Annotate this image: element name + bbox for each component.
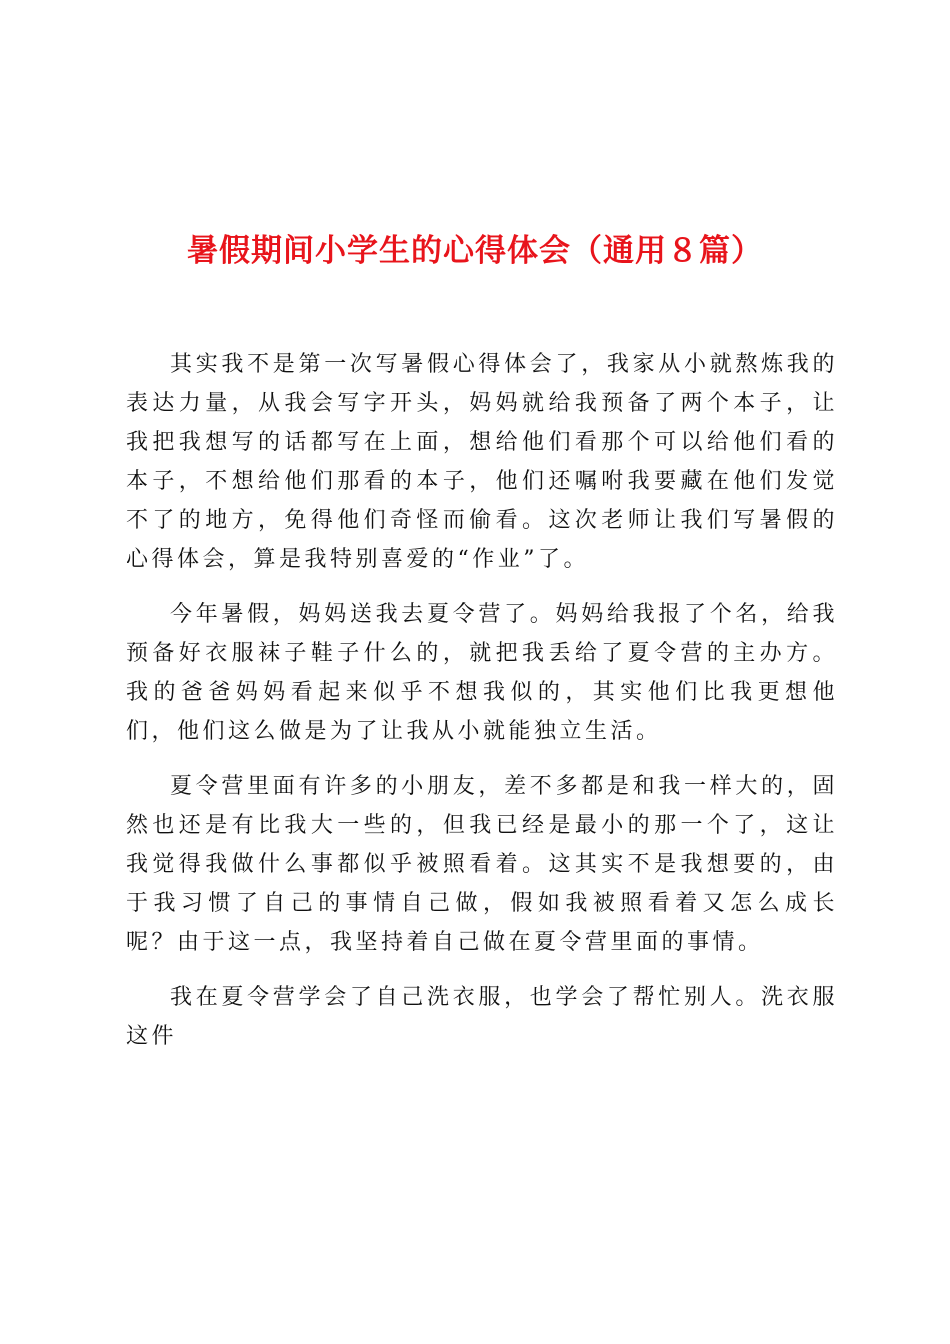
paragraph-4: 我在夏令营学会了自己洗衣服，也学会了帮忙别人。洗衣服这件 <box>126 985 838 1049</box>
document-body <box>126 345 838 1072</box>
paragraph-1: 其实我不是第一次写暑假心得体会了，我家从小就熬炼我的表达力量，从我会写字开头，妈妈就给我预备了两个本子，让我把我想写的话都写在上面，想给他们看那个可以给他们看的本子，不想给他们那看的本子，他们还嘱咐我要藏在他们发觉不了的地方，免得他们奇怪而偷看。这次老师让我们写暑假的心得体会，算是我特别喜爱的“作业”了。 <box>126 352 838 572</box>
paragraph-2: 今年暑假，妈妈送我去夏令营了。妈妈给我报了个名，给我预备好衣服袜子鞋子什么的，就把我丢给了夏令营的主办方。我的爸爸妈妈看起来似乎不想我似的，其实他们比我更想他们，他们这么做是为了让我从小就能独立生活。 <box>126 602 838 744</box>
paragraph-3: 夏令营里面有许多的小朋友，差不多都是和我一样大的，固然也还是有比我大一些的，但我已经是最小的那一个了，这让我觉得我做什么事都似乎被照看着。这其实不是我想要的，由于我习惯了自己的事情自己做，假如我被照看着又怎么成长呢？由于这一点，我坚持着自己做在夏令营里面的事情。 <box>126 774 838 955</box>
document-title: 暑假期间小学生的心得体会（通用８篇） <box>187 232 763 269</box>
